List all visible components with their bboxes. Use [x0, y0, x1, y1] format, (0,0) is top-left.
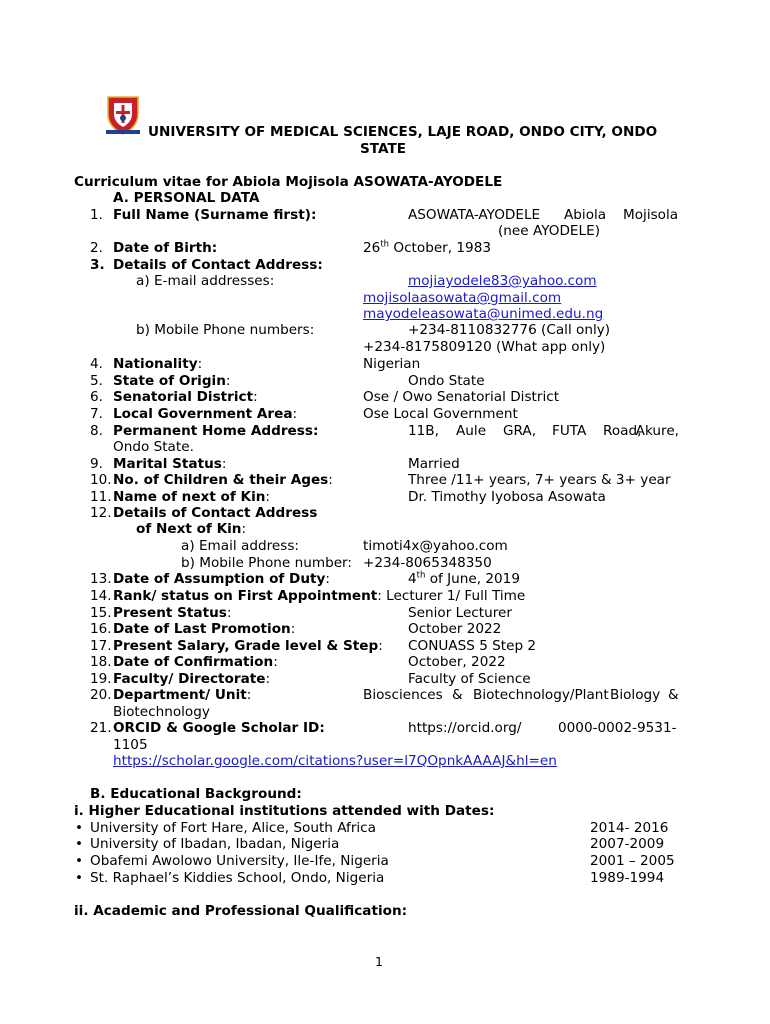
phone-value: +234-8175809120 (What app only) — [363, 339, 606, 355]
kin-email-value: timoti4x@yahoo.com — [363, 538, 508, 554]
home-address-word: FUTA — [552, 423, 587, 439]
google-scholar-link[interactable]: https://scholar.google.com/citations?user=l7QOpnkAAAAJ&hl=en — [113, 753, 557, 769]
dept-word: & — [452, 687, 463, 703]
kin-value: Dr. Timothy Iyobosa Asowata — [408, 489, 606, 505]
dept-word: & — [668, 687, 679, 703]
item-number: 4. — [90, 356, 103, 372]
kin-email-label: a) Email address: — [181, 538, 299, 554]
university-name-continued: STATE — [360, 141, 407, 157]
children-value: Three /11+ years, 7+ years & 3+ year — [408, 472, 671, 488]
salary-label: Present Salary, Grade level & Step: — [113, 638, 383, 654]
email-link[interactable]: mayodeleasowata@unimed.edu.ng — [363, 306, 604, 322]
orcid-id-continued: 1105 — [113, 737, 148, 753]
email-label: a) E-mail addresses: — [136, 273, 275, 289]
home-address-state: Ondo State. — [113, 439, 194, 455]
item-number: 7. — [90, 406, 103, 422]
nationality-label: Nationality: — [113, 356, 203, 372]
bullet: • — [75, 820, 84, 836]
section-b-heading: B. Educational Background: — [90, 786, 302, 802]
faculty-label: Faculty/ Directorate: — [113, 671, 271, 687]
item-number: 15. — [90, 605, 112, 621]
item-number: 17. — [90, 638, 112, 654]
confirmation-value: October, 2022 — [408, 654, 506, 670]
institution-dates: 2014- 2016 — [590, 820, 669, 836]
senatorial-label: Senatorial District: — [113, 389, 258, 405]
faculty-value: Faculty of Science — [408, 671, 531, 687]
item-number: 21. — [90, 720, 112, 736]
marital-value: Married — [408, 456, 460, 472]
maiden-name: (nee AYODELE) — [498, 223, 600, 239]
contact-label: Details of Contact Address: — [113, 257, 323, 273]
lga-value: Ose Local Government — [363, 406, 518, 422]
kin-contact-label: Details of Contact Address — [113, 505, 318, 521]
senatorial-value: Ose / Owo Senatorial District — [363, 389, 560, 405]
kin-label: Name of next of Kin: — [113, 489, 270, 505]
item-number: 16. — [90, 621, 112, 637]
origin-label: State of Origin: — [113, 373, 231, 389]
item-number: 10. — [90, 472, 112, 488]
item-number: 11. — [90, 489, 112, 505]
email-link[interactable]: mojisolaasowata@gmail.com — [363, 290, 562, 306]
confirmation-label: Date of Confirmation: — [113, 654, 278, 670]
dept-word: Biotechnology/Plant — [473, 687, 609, 703]
dob-label: Date of Birth: — [113, 240, 218, 256]
institution-name: University of Ibadan, Ibadan, Nigeria — [90, 836, 340, 852]
kin-contact-label-continued: of Next of Kin: — [136, 521, 247, 537]
present-status-value: Senior Lecturer — [408, 605, 512, 621]
item-number: 14. — [90, 588, 112, 604]
home-address-word: Aule — [456, 423, 487, 439]
dept-continued: Biotechnology — [113, 704, 210, 720]
bullet: • — [75, 853, 84, 869]
item-number: 12. — [90, 505, 112, 521]
full-name-middle: Mojisola — [623, 207, 679, 223]
children-label: No. of Children & their Ages: — [113, 472, 333, 488]
item-number: 20. — [90, 687, 112, 703]
home-address-city: Akure, — [635, 423, 679, 439]
institution-name: Obafemi Awolowo University, Ile-Ife, Nigeria — [90, 853, 389, 869]
salary-value: CONUASS 5 Step 2 — [408, 638, 537, 654]
nationality-value: Nigerian — [363, 356, 421, 372]
home-address-label: Permanent Home Address: — [113, 423, 319, 439]
institution-name: University of Fort Hare, Alice, South Africa — [90, 820, 376, 836]
item-number: 13. — [90, 571, 112, 587]
institution-dates: 2001 – 2005 — [590, 853, 675, 869]
kin-phone-value: +234-8065348350 — [363, 555, 492, 571]
item-number: 5. — [90, 373, 103, 389]
institution-dates: 1989-1994 — [590, 870, 665, 886]
home-address-word: GRA, — [503, 423, 537, 439]
phone-label: b) Mobile Phone numbers: — [136, 322, 315, 338]
university-crest-icon — [104, 94, 142, 136]
orcid-label: ORCID & Google Scholar ID: — [113, 720, 325, 736]
item-number: 2. — [90, 240, 103, 256]
dept-word: Biosciences — [363, 687, 443, 703]
full-name-label: Full Name (Surname first): — [113, 207, 317, 223]
item-number: 1. — [90, 207, 103, 223]
item-number: 18. — [90, 654, 112, 670]
orcid-url[interactable]: https://orcid.org/ — [408, 720, 522, 736]
marital-label: Marital Status: — [113, 456, 227, 472]
institution-dates: 2007-2009 — [590, 836, 665, 852]
bullet: • — [75, 870, 84, 886]
full-name-first: Abiola — [564, 207, 607, 223]
dob-value: 26th October, 1983 — [363, 239, 492, 256]
origin-value: Ondo State — [408, 373, 485, 389]
full-name-surname: ASOWATA-AYODELE — [408, 207, 541, 223]
bullet: • — [75, 836, 84, 852]
item-number: 19. — [90, 671, 112, 687]
email-link[interactable]: mojiayodele83@yahoo.com — [408, 273, 597, 289]
university-name: UNIVERSITY OF MEDICAL SCIENCES, LAJE ROAD, ONDO CITY, ONDO — [148, 124, 658, 140]
dept-word: Biology — [610, 687, 661, 703]
item-number: 9. — [90, 456, 103, 472]
item-number: 6. — [90, 389, 103, 405]
orcid-id: 0000-0002-9531- — [558, 720, 677, 736]
assumption-value: 4th of June, 2019 — [408, 570, 520, 587]
item-number: 8. — [90, 423, 103, 439]
promotion-value: October 2022 — [408, 621, 502, 637]
lga-label: Local Government Area: — [113, 406, 298, 422]
phone-value: +234-8110832776 (Call only) — [408, 322, 611, 338]
cv-title: Curriculum vitae for Abiola Mojisola ASOWATA-AYODELE — [74, 174, 503, 190]
assumption-label: Date of Assumption of Duty: — [113, 571, 330, 587]
dept-label: Department/ Unit: — [113, 687, 252, 703]
present-status-label: Present Status: — [113, 605, 232, 621]
qualification-heading: ii. Academic and Professional Qualification: — [74, 903, 408, 919]
section-a-heading: A. PERSONAL DATA — [113, 190, 260, 206]
kin-phone-label: b) Mobile Phone number: — [181, 555, 352, 571]
institution-name: St. Raphael’s Kiddies School, Ondo, Nigeria — [90, 870, 385, 886]
page-number: 1 — [375, 954, 383, 969]
institutions-heading: i. Higher Educational institutions attended with Dates: — [74, 803, 495, 819]
rank-row: Rank/ status on First Appointment: Lecturer 1/ Full Time — [113, 588, 526, 604]
home-address-word: Road, — [603, 423, 642, 439]
item-number: 3. — [90, 257, 105, 273]
promotion-label: Date of Last Promotion: — [113, 621, 296, 637]
home-address-word: 11B, — [408, 423, 439, 439]
